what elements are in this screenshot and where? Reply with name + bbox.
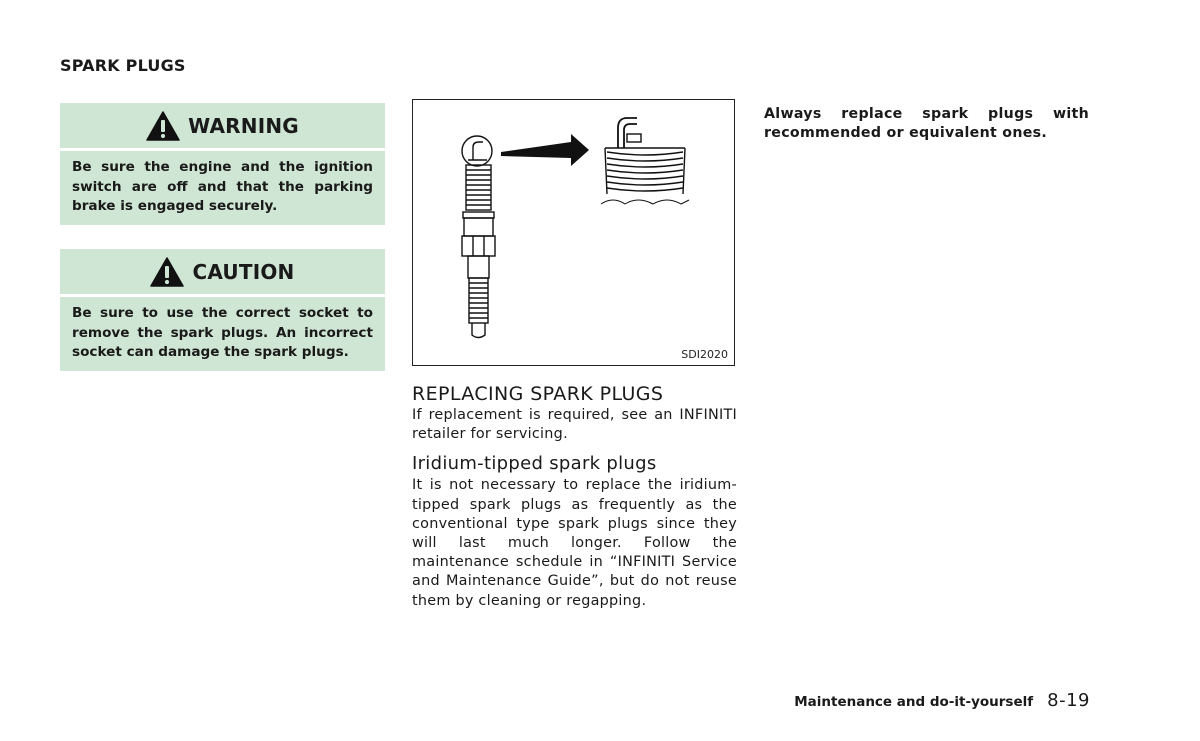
spark-plug-figure <box>412 99 735 366</box>
figure-id: SDI2020 <box>681 348 728 361</box>
caution-title: CAUTION <box>192 259 295 284</box>
warning-header <box>60 103 385 148</box>
iridium-heading: Iridium-tipped spark plugs <box>412 453 657 475</box>
section-title: SPARK PLUGS <box>60 56 186 75</box>
caution-text: Be sure to use the correct socket to remove the spark plugs. An incorrect socket can damage the spark plugs. <box>60 297 385 371</box>
footer-section-name: Maintenance and do-it-yourself <box>794 694 1034 710</box>
spark-plug-illustration <box>413 100 733 364</box>
page-footer <box>794 690 1090 711</box>
caution-header <box>60 249 385 294</box>
replacing-heading: REPLACING SPARK PLUGS <box>412 383 664 405</box>
caution-box <box>60 249 385 371</box>
warning-title: WARNING <box>188 113 299 138</box>
warning-box <box>60 103 385 225</box>
middle-column <box>412 382 737 611</box>
warning-triangle-icon <box>146 111 180 141</box>
warning-text: Be sure the engine and the ignition switch are off and that the parking brake is engaged securely. <box>60 151 385 225</box>
right-column-text: Always replace spark plugs with recommended or equivalent ones. <box>764 106 1089 142</box>
page-number: 8-19 <box>1047 690 1090 711</box>
replacing-text: If replacement is required, see an INFINITI retailer for servicing. <box>412 407 737 443</box>
iridium-text: It is not necessary to replace the iridium-tipped spark plugs as frequently as the conventional type spark plugs since they will last much longer. Follow the maintenance schedule in “INFINITI Service and Maintenance Guide”, but do not reuse them by cleaning or regapping. <box>412 477 737 609</box>
caution-triangle-icon <box>150 257 184 287</box>
